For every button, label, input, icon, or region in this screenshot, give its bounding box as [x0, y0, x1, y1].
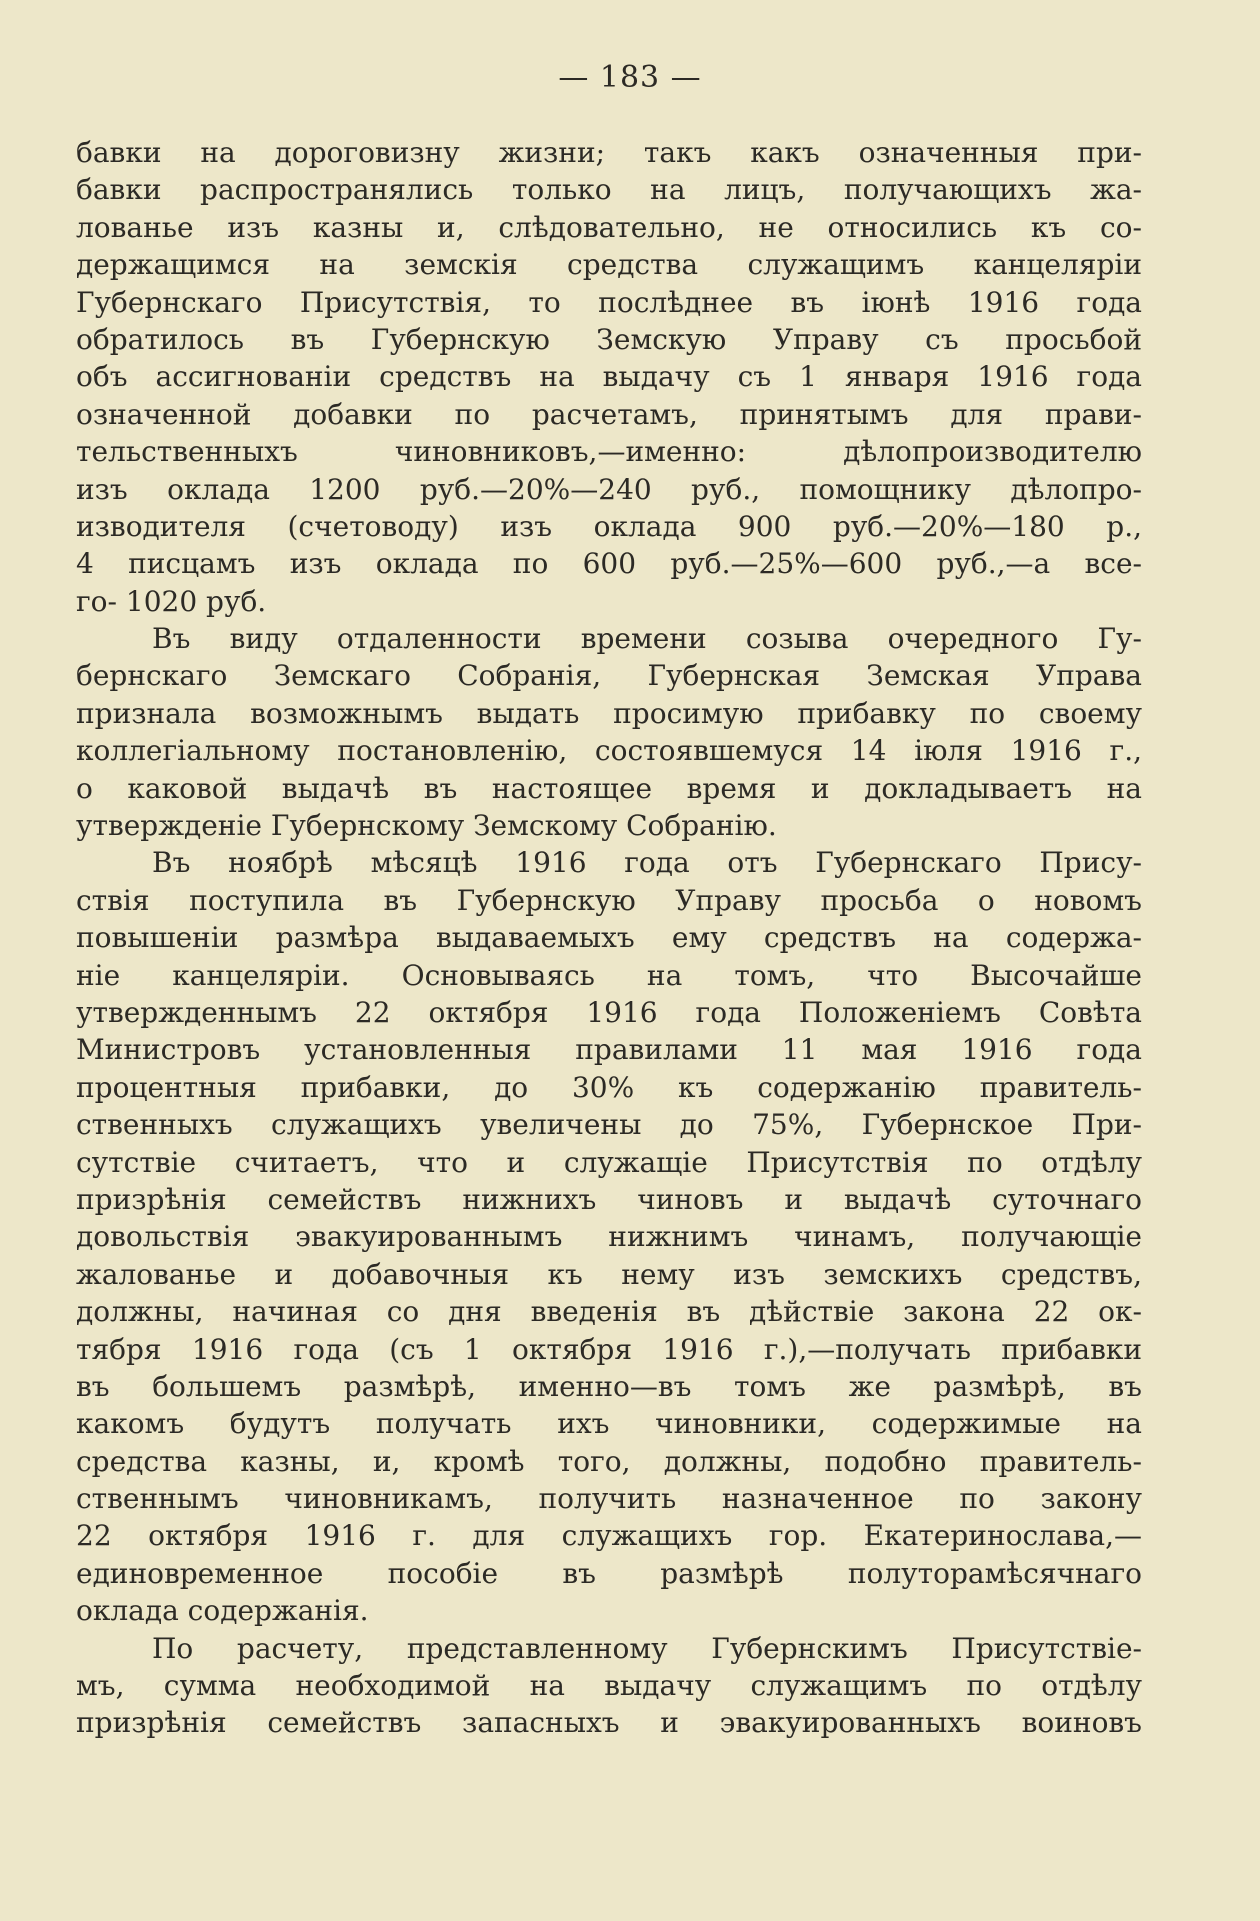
text-line: утвержденіе Губернскому Земскому Собранію.	[76, 809, 777, 843]
text-line: какомъ будутъ получать ихъ чиновники, содержимые на	[76, 1407, 1142, 1441]
text-line: тября 1916 года (съ 1 октября 1916 г.),—получать прибавки	[76, 1332, 1142, 1366]
text-line: коллегіальному постановленію, состоявшемуся 14 іюля 1916 г.,	[76, 734, 1142, 768]
text-line: объ ассигнованіи средствъ на выдачу съ 1 января 1916 года	[76, 360, 1142, 394]
text-line: бавки распространялись только на лицъ, получающихъ жа-	[76, 173, 1142, 207]
text-line: должны, начиная со дня введенія въ дѣйствіе закона 22 ок-	[76, 1295, 1142, 1329]
text-line: бавки на дороговизну жизни; такъ какъ означенныя при-	[76, 136, 1142, 169]
text-line: го- 1020 руб.	[76, 584, 267, 618]
text-line: признала возможнымъ выдать просимую прибавку по своему	[76, 696, 1142, 730]
text-line: означенной добавки по расчетамъ, принятымъ для прави-	[76, 397, 1142, 431]
text-line: мъ, сумма необходимой на выдачу служащимъ по отдѣлу	[76, 1669, 1142, 1703]
text-line: Губернскаго Присутствія, то послѣднее въ іюнѣ 1916 года	[76, 285, 1142, 319]
text-line: Въ виду отдаленности времени созыва очередного Гу-	[152, 622, 1142, 656]
text-line: держащимся на земскія средства служащимъ канцеляріи	[76, 248, 1142, 282]
text-line: изводителя (счетоводу) изъ оклада 900 руб.—20%—180 р.,	[76, 509, 1142, 543]
text-line: Министровъ установленныя правилами 11 мая 1916 года	[76, 1033, 1142, 1067]
text-line: сутствіе считаетъ, что и служащіе Присутствія по отдѣлу	[76, 1145, 1142, 1179]
text-line: ніе канцеляріи. Основываясь на томъ, что Высочайше	[76, 958, 1142, 992]
text-line: жалованье и добавочныя къ нему изъ земскихъ средствъ,	[76, 1257, 1142, 1291]
text-line: 22 октября 1916 г. для служащихъ гор. Екатеринослава,—	[76, 1519, 1142, 1553]
text-line: повышеніи размѣра выдаваемыхъ ему средствъ на содержа-	[76, 921, 1142, 955]
text-line: призрѣнія семействъ запасныхъ и эвакуированныхъ воиновъ	[76, 1706, 1142, 1740]
text-line: процентныя прибавки, до 30% къ содержанію правитель-	[76, 1070, 1142, 1104]
text-line: ственныхъ служащихъ увеличены до 75%, Губернское При-	[76, 1108, 1142, 1142]
text-line: изъ оклада 1200 руб.—20%—240 руб., помощнику дѣлопро-	[76, 472, 1142, 506]
text-line: довольствія эвакуированнымъ нижнимъ чинамъ, получающіе	[76, 1220, 1142, 1254]
text-line: утвержденнымъ 22 октября 1916 года Положеніемъ Совѣта	[76, 995, 1142, 1029]
body-text	[76, 134, 1142, 1742]
text-line: въ большемъ размѣрѣ, именно—въ томъ же размѣрѣ, въ	[76, 1369, 1142, 1403]
text-line: тельственныхъ чиновниковъ,—именно: дѣлопроизводителю	[76, 435, 1142, 469]
text-line: бернскаго Земскаго Собранія, Губернская Земская Управа	[76, 659, 1142, 693]
text-line: 4 писцамъ изъ оклада по 600 руб.—25%—600 руб.,—а все-	[76, 547, 1142, 581]
text-line: призрѣнія семействъ нижнихъ чиновъ и выдачѣ суточнаго	[76, 1182, 1142, 1216]
text-line: обратилось въ Губернскую Земскую Управу съ просьбой	[76, 322, 1142, 356]
text-line: ствія поступила въ Губернскую Управу просьба о новомъ	[76, 883, 1142, 917]
text-line: лованье изъ казны и, слѣдовательно, не относились къ со-	[76, 210, 1142, 244]
text-line: средства казны, и, кромѣ того, должны, подобно правитель-	[76, 1444, 1142, 1478]
page-number: — 183 —	[558, 60, 702, 95]
text-line: о каковой выдачѣ въ настоящее время и докладываетъ на	[76, 771, 1142, 805]
text-line: оклада содержанія.	[76, 1594, 369, 1628]
text-line: Въ ноябрѣ мѣсяцѣ 1916 года отъ Губернскаго Прису-	[152, 846, 1142, 880]
text-line: единовременное пособіе въ размѣрѣ полуторамѣсячнаго	[76, 1556, 1142, 1590]
text-line: По расчету, представленному Губернскимъ Присутствіе-	[152, 1631, 1142, 1665]
text-line: ственнымъ чиновникамъ, получить назначенное по закону	[76, 1482, 1142, 1516]
